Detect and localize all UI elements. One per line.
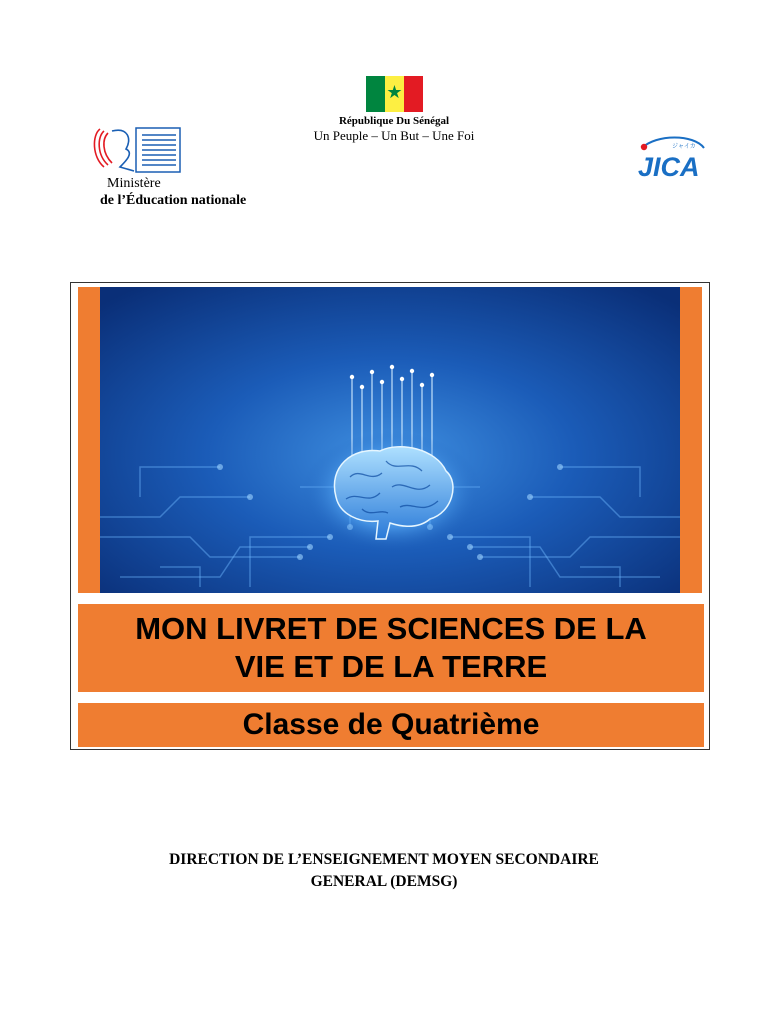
cover-title-line2: VIE ET DE LA TERRE [234,649,548,684]
cover-title [78,604,704,692]
cover-left-stripe [78,287,100,593]
svg-text:JICA: JICA [638,152,700,182]
national-motto: Un Peuple – Un But – Une Foi [313,128,475,143]
ministry-logo [90,127,182,175]
jica-logo [636,134,708,182]
flag-red-band [404,76,423,112]
ministry-name-line1: Ministère [107,176,161,191]
republic-name: République Du Sénégal [338,115,450,127]
brain-circuit-image [100,287,680,593]
ministry-name-line2: de l’Éducation nationale [100,193,247,208]
cover-right-stripe [680,287,702,593]
senegal-flag [366,76,423,112]
cover-title-line1: MON LIVRET DE SCIENCES DE LA [135,611,647,646]
svg-text:ジャイカ: ジャイカ [672,143,696,150]
direction-name-line1: DIRECTION DE L’ENSEIGNEMENT MOYEN SECONDAIRE [169,851,599,868]
direction-name-line2: GENERAL (DEMSG) [310,873,458,890]
cover-subtitle: Classe de Quatrième [78,703,704,747]
flag-green-band [366,76,385,112]
star-icon: ★ [386,82,403,103]
flag-yellow-band [385,76,404,112]
